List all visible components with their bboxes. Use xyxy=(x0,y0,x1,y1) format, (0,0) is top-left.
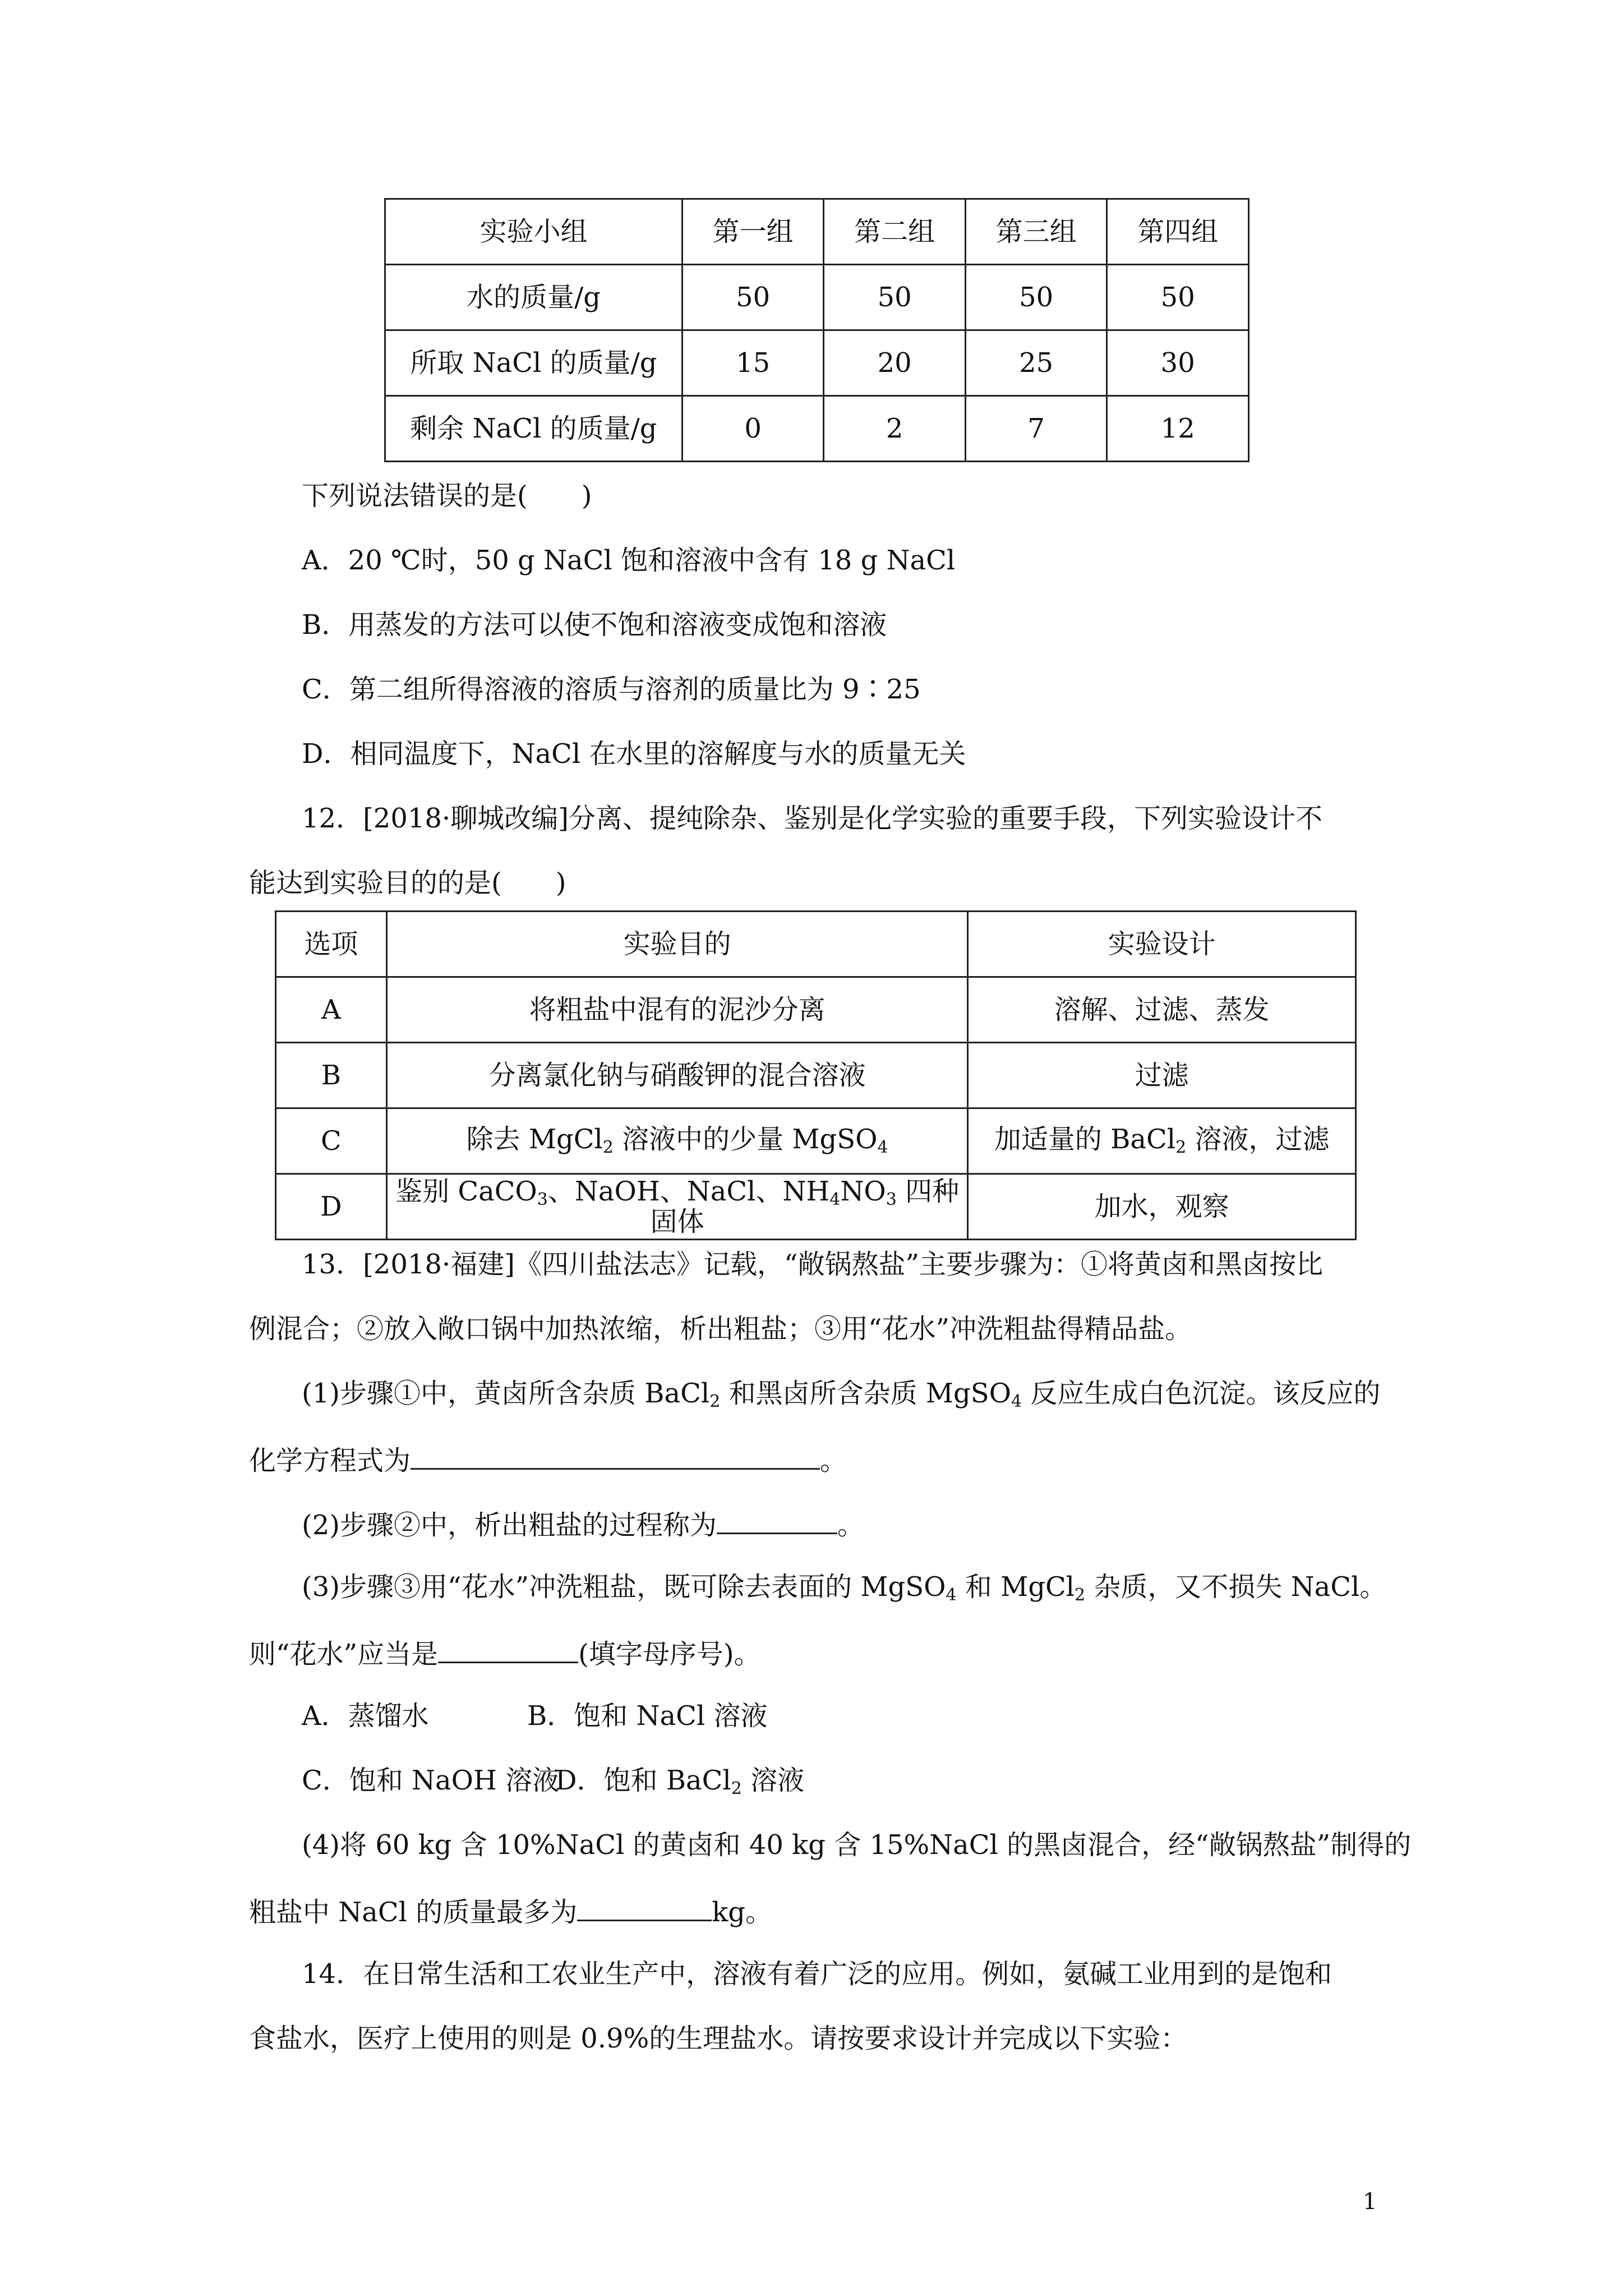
table-row xyxy=(385,265,1249,330)
table-cell: 12 xyxy=(1107,396,1249,462)
solubility-experiment-table xyxy=(384,198,1249,462)
table-cell: 水的质量/g xyxy=(385,265,683,330)
table-cell: 鉴别 CaCO$_3$、NaOH、NaCl、$NH_4NO_3$ 四种固体 xyxy=(386,1174,968,1240)
q13-line2: 例混合；②放入敞口锅中加热浓缩，析出粗盐；③用“花水”冲洗粗盐得精品盐。 xyxy=(249,1313,1192,1345)
q12-line1: 12．[2018·聊城改编]分离、提纯除杂、鉴别是化学实验的重要手段，下列实验设计不 xyxy=(302,803,1322,834)
table-header-row xyxy=(385,199,1249,265)
table-cell: 加适量的 BaCl$_2$ 溶液，过滤 xyxy=(968,1108,1356,1174)
table-cell: 剩余 NaCl 的质量/g xyxy=(385,396,683,462)
q13-part1-line1: (1)步骤①中，黄卤所含杂质 BaCl$_2$ 和黑卤所含杂质 MgSO$_4$ 反应生成白色沉淀。该反应的 xyxy=(302,1378,1381,1411)
table-cell: 分离氯化钠与硝酸钾的混合溶液 xyxy=(386,1043,968,1108)
table-cell: 25 xyxy=(965,330,1107,396)
q13-part4-line2: 粗盐中 NaCl 的质量最多为 kg。 xyxy=(249,1897,773,1928)
table-row xyxy=(276,1108,1356,1174)
table-cell: 过滤 xyxy=(968,1043,1356,1108)
q13-part1-line2: 化学方程式为 。 xyxy=(249,1445,847,1476)
q13-part4-line1: (4)将 60 kg 含 10%NaCl 的黄卤和 40 kg 含 15%NaCl 的黑卤混合，经“敞锅熬盐”制得的 xyxy=(302,1829,1412,1861)
table-cell: 第二组 xyxy=(824,199,966,265)
q11-option-a: A．20 ℃时，50 g NaCl 饱和溶液中含有 18 g NaCl xyxy=(302,545,956,576)
table-cell: 15 xyxy=(682,330,824,396)
table-cell: C xyxy=(276,1108,387,1174)
table-cell: 50 xyxy=(1107,265,1249,330)
table-cell: 实验目的 xyxy=(386,912,968,977)
q13-part3-line1: (3)步骤③用“花水”冲洗粗盐，既可除去表面的 MgSO$_4$ 和 MgCl$_2$ 杂质，又不损失 NaCl。 xyxy=(302,1571,1387,1605)
table-cell: 7 xyxy=(965,396,1107,462)
table-cell: 所取 NaCl 的质量/g xyxy=(385,330,683,396)
answer-blank[interactable] xyxy=(411,1444,820,1470)
table-cell: 20 xyxy=(824,330,966,396)
table-cell: 30 xyxy=(1107,330,1249,396)
table-cell: 溶解、过滤、蒸发 xyxy=(968,977,1356,1043)
table-cell: 0 xyxy=(682,396,824,462)
table-cell: 50 xyxy=(682,265,824,330)
table-cell: 选项 xyxy=(276,912,387,977)
table-row xyxy=(276,977,1356,1043)
q13-part2: (2)步骤②中，析出粗盐的过程称为 。 xyxy=(302,1510,865,1541)
q13-option-c: C．饱和 NaOH 溶液 xyxy=(302,1765,560,1796)
table-row xyxy=(276,1043,1356,1108)
table-cell: 实验小组 xyxy=(385,199,683,265)
table-row xyxy=(276,1174,1356,1240)
table-cell: 50 xyxy=(965,265,1107,330)
table-cell: 实验设计 xyxy=(968,912,1356,977)
table-cell: 加水，观察 xyxy=(968,1174,1356,1240)
table-cell: 2 xyxy=(824,396,966,462)
table-row xyxy=(385,396,1249,462)
q14-line2: 食盐水，医疗上使用的则是 0.9%的生理盐水。请按要求设计并完成以下实验： xyxy=(249,2023,1188,2054)
q11-stem: 下列说法错误的是( ) xyxy=(302,480,592,512)
page-number: 1 xyxy=(1363,2189,1377,2215)
answer-blank[interactable] xyxy=(438,1638,578,1663)
q14-line1: 14．在日常生活和工农业生产中，溶液有着广泛的应用。例如，氨碱工业用到的是饱和 xyxy=(302,1958,1332,1990)
table-cell: 除去 MgCl$_2$ 溶液中的少量 MgSO$_4$ xyxy=(386,1108,968,1174)
q11-option-d: D．相同温度下，NaCl 在水里的溶解度与水的质量无关 xyxy=(302,738,966,770)
table-cell: A xyxy=(276,977,387,1043)
q13-line1: 13．[2018·福建]《四川盐法志》记载，“敞锅熬盐”主要步骤为：①将黄卤和黑卤按比 xyxy=(302,1249,1324,1280)
table-cell: D xyxy=(276,1174,387,1240)
table-row xyxy=(385,330,1249,396)
answer-blank[interactable] xyxy=(717,1509,837,1534)
table-cell: 第一组 xyxy=(682,199,824,265)
table-cell: 第四组 xyxy=(1107,199,1249,265)
table-cell: 将粗盐中混有的泥沙分离 xyxy=(386,977,968,1043)
answer-blank[interactable] xyxy=(577,1896,712,1921)
q13-option-d: D．饱和 BaCl$_2$ 溶液 xyxy=(555,1765,805,1798)
q13-option-b: B．饱和 NaCl 溶液 xyxy=(527,1700,768,1732)
table-cell: 第三组 xyxy=(965,199,1107,265)
table-header-row xyxy=(276,912,1356,977)
q11-option-b: B．用蒸发的方法可以使不饱和溶液变成饱和溶液 xyxy=(302,609,887,641)
q12-line2: 能达到实验目的的是( ) xyxy=(249,867,566,899)
q13-part3-line2: 则“花水”应当是 (填字母序号)。 xyxy=(249,1639,761,1670)
q11-option-c: C．第二组所得溶液的溶质与溶剂的质量比为 9∶25 xyxy=(302,674,921,705)
q13-option-a: A．蒸馏水 xyxy=(302,1700,429,1732)
table-cell: 50 xyxy=(824,265,966,330)
experiment-design-table xyxy=(275,910,1357,1240)
table-cell: B xyxy=(276,1043,387,1108)
